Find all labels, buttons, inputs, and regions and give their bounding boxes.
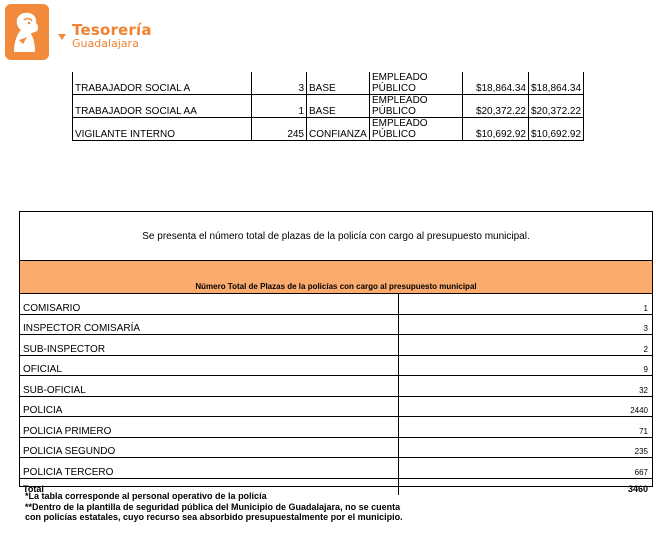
police-row: [20, 335, 652, 356]
employee-amount-2: $10,692.92: [529, 118, 584, 141]
police-rank-count: 2: [399, 335, 653, 356]
police-table-title: Número Total de Plazas de la policías con cargo al presupuesto municipal: [195, 282, 477, 291]
police-rank-count: 32: [399, 376, 653, 397]
brand-marker-icon: [58, 34, 66, 40]
employee-amount-2: $20,372.22: [529, 95, 584, 118]
employee-quantity: 245: [252, 118, 307, 141]
police-rank-label: POLICIA SEGUNDO: [20, 437, 399, 458]
police-rank-count: 71: [399, 417, 653, 438]
employee-category-line2: PÚBLICO: [372, 83, 416, 94]
employee-category: [370, 118, 463, 141]
employee-type: BASE: [307, 72, 370, 95]
footnote-2: **Dentro de la plantilla de seguridad pública del Municipio de Guadalajara, no se cuenta con policías estatales, cuyo recurso sea absorbido presupuestalmente por el municipio.: [25, 501, 403, 522]
police-rank-label: SUB-OFICIAL: [20, 376, 399, 397]
employee-category: [370, 95, 463, 118]
tesoreria-logo: [5, 4, 49, 60]
police-row: [20, 376, 652, 397]
employee-row: [73, 118, 584, 141]
employee-category-line1: EMPLEADO: [372, 72, 428, 83]
employee-amount-1: $20,372.22: [463, 95, 529, 118]
police-positions-section: [19, 211, 653, 494]
police-rank-count: 235: [399, 437, 653, 458]
police-rank-count: 667: [399, 458, 653, 479]
employee-category-line1: EMPLEADO: [372, 118, 428, 129]
employee-row: [73, 95, 584, 118]
employee-category-line2: PÚBLICO: [372, 106, 416, 117]
employee-amount-1: $18,864.34: [463, 72, 529, 95]
police-rank-label: OFICIAL: [20, 355, 399, 376]
brand-title: Tesorería: [72, 21, 152, 39]
employee-quantity: 3: [252, 72, 307, 95]
employee-category: [370, 72, 463, 95]
employee-category-line1: EMPLEADO: [372, 95, 428, 106]
police-row: [20, 355, 652, 376]
employee-quantity: 1: [252, 95, 307, 118]
employee-type: CONFIANZA: [307, 118, 370, 141]
police-rank-label: POLICIA PRIMERO: [20, 417, 399, 438]
employee-name: VIGILANTE INTERNO: [73, 118, 252, 141]
police-rank-label: POLICIA: [20, 396, 399, 417]
police-rank-count: 3: [399, 314, 653, 335]
lion-emblem-icon: [5, 4, 49, 60]
police-table-header: [20, 260, 652, 294]
employee-type: BASE: [307, 95, 370, 118]
employee-amount-2: $18,864.34: [529, 72, 584, 95]
police-row: [20, 458, 652, 479]
total-value: 3460: [627, 483, 648, 494]
employee-table: [72, 72, 584, 141]
employee-name: TRABAJADOR SOCIAL AA: [73, 95, 252, 118]
police-rank-count: 9: [399, 355, 653, 376]
police-row: [20, 294, 652, 314]
brand-subtitle: Guadalajara: [72, 37, 139, 50]
police-rank-label: POLICIA TERCERO: [20, 458, 399, 479]
police-row: [20, 417, 652, 438]
police-row: [20, 437, 652, 458]
employee-name: TRABAJADOR SOCIAL A: [73, 72, 252, 95]
police-rank-label: INSPECTOR COMISARÍA: [20, 314, 399, 335]
police-table: [20, 294, 652, 495]
employee-row: [73, 72, 584, 95]
footnotes: [25, 491, 405, 523]
police-rank-label: COMISARIO: [20, 294, 399, 314]
police-intro-text: Se presenta el número total de plazas de la policía con cargo al presupuesto municipal.: [142, 231, 530, 242]
police-rank-count: 1: [399, 294, 653, 314]
police-rank-label: SUB-INSPECTOR: [20, 335, 399, 356]
police-row: [20, 396, 652, 417]
police-rank-count: 2440: [399, 396, 653, 417]
total-label: Total: [20, 478, 399, 495]
police-row: [20, 314, 652, 335]
employee-category-line2: PÚBLICO: [372, 129, 416, 140]
employee-amount-1: $10,692.92: [463, 118, 529, 141]
footnote-1: *La tabla corresponde al personal operativo de la policía: [25, 491, 267, 501]
